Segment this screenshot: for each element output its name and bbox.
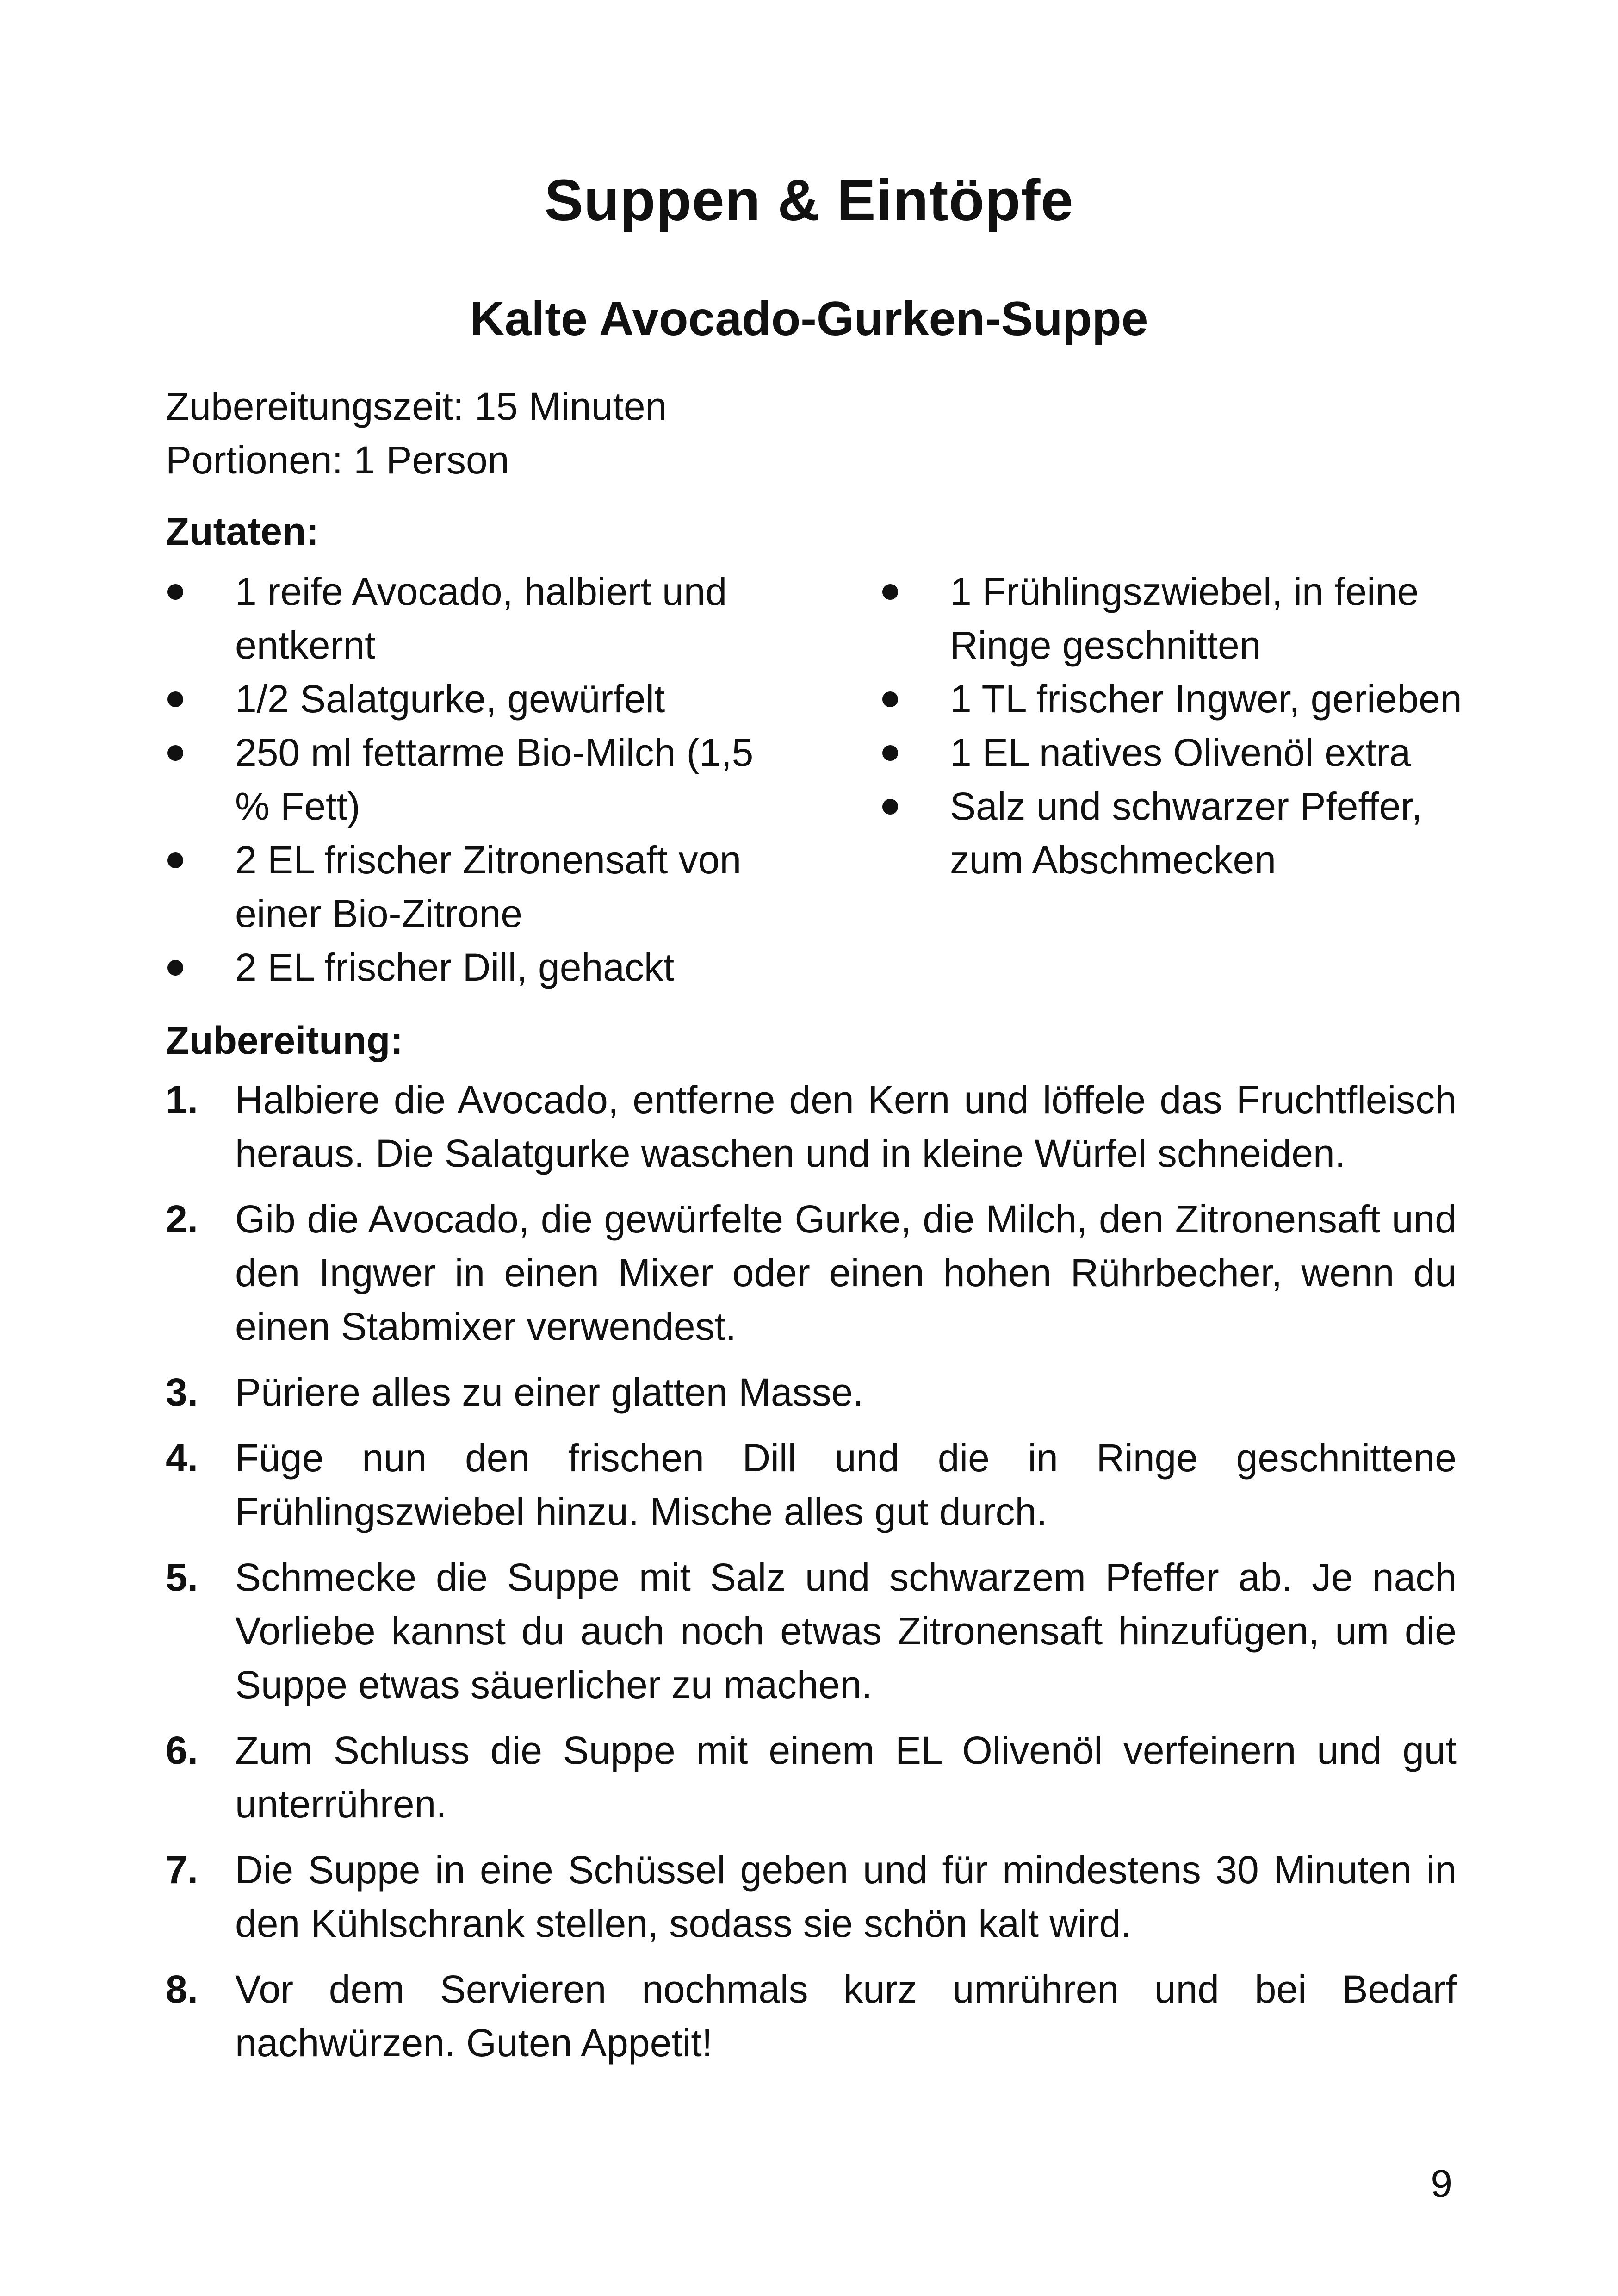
ingredient-item [880, 565, 1491, 672]
bullet-icon [167, 745, 183, 761]
step-text: Püriere alles zu einer glatten Masse. [235, 1370, 864, 1414]
step-number: 7. [166, 1848, 198, 1892]
step-number: 1. [166, 1078, 198, 1121]
step-number: 4. [166, 1436, 198, 1480]
ingredient-item [166, 940, 767, 994]
step-number: 5. [166, 1556, 198, 1599]
page-number: 9 [1431, 2162, 1452, 2205]
ingredient-item [880, 672, 1491, 726]
chapter-title: Suppen & Eintöpfe [544, 168, 1074, 233]
portions: Portionen: 1 Person [166, 438, 509, 482]
recipe-title: Kalte Avocado-Gurken-Suppe [470, 292, 1148, 346]
ingredient-item [166, 672, 767, 726]
bullet-icon [167, 960, 183, 976]
bullet-icon [882, 584, 898, 600]
step-item [166, 1192, 1457, 1353]
step-text: Die Suppe in eine Schüssel geben und für mindestens 30 Minuten in den Kühlschrank stellen, sodass sie schön kalt wird. [235, 1848, 1457, 1945]
ingredients-list-left [166, 565, 767, 994]
step-text: Zum Schluss die Suppe mit einem EL Olivenöl verfeinern und gut unterrühren. [235, 1729, 1457, 1826]
step-item [166, 1962, 1457, 2070]
ingredient-item [166, 726, 767, 833]
preparation-steps [166, 1073, 1457, 2082]
step-text: Füge nun den frischen Dill und die in Ringe geschnittene Frühlingszwiebel hinzu. Mische alles gut durch. [235, 1436, 1457, 1533]
ingredient-item [166, 565, 767, 672]
ingredient-text: 250 ml fettarme Bio-Milch (1,5 % Fett) [235, 731, 754, 828]
step-item [166, 1365, 1457, 1419]
ingredients-heading: Zutaten: [166, 510, 319, 553]
ingredient-text: 1 Frühlingszwiebel, in feine Ringe geschnitten [950, 570, 1419, 667]
ingredient-text: 1 reife Avocado, halbiert und entkernt [235, 570, 727, 667]
ingredient-text: 1/2 Salatgurke, gewürfelt [235, 677, 665, 721]
step-text: Schmecke die Suppe mit Salz und schwarzem Pfeffer ab. Je nach Vorliebe kannst du auch noch etwas Zitronensaft hinzufügen, um die Suppe etwas säuerlicher zu machen. [235, 1556, 1457, 1706]
ingredient-text: 1 TL frischer Ingwer, gerieben [950, 677, 1462, 721]
ingredient-item [880, 726, 1491, 779]
preparation-heading: Zubereitung: [166, 1019, 403, 1062]
step-item [166, 1073, 1457, 1180]
bullet-icon [882, 691, 898, 707]
step-item [166, 1843, 1457, 1950]
step-number: 3. [166, 1370, 198, 1414]
ingredient-text: 1 EL natives Olivenöl extra [950, 731, 1411, 774]
step-text: Halbiere die Avocado, entferne den Kern und löffele das Fruchtfleisch heraus. Die Salatgurke waschen und in kleine Würfel schneiden. [235, 1078, 1457, 1175]
ingredient-item [166, 833, 767, 940]
step-text: Vor dem Servieren nochmals kurz umrühren und bei Bedarf nachwürzen. Guten Appetit! [235, 1967, 1457, 2065]
bullet-icon [167, 584, 183, 600]
ingredient-text: 2 EL frischer Zitronensaft von einer Bio-Zitrone [235, 838, 742, 935]
step-item [166, 1550, 1457, 1711]
bullet-icon [167, 691, 183, 707]
recipe-meta [166, 380, 667, 487]
ingredient-text: 2 EL frischer Dill, gehackt [235, 946, 675, 989]
step-number: 2. [166, 1197, 198, 1241]
step-item [166, 1431, 1457, 1538]
step-number: 8. [166, 1967, 198, 2011]
bullet-icon [882, 745, 898, 761]
ingredient-text: Salz und schwarzer Pfeffer, zum Abschmecken [950, 784, 1422, 882]
step-number: 6. [166, 1729, 198, 1772]
bullet-icon [882, 799, 898, 815]
ingredients-list-right [880, 565, 1491, 887]
prep-time: Zubereitungszeit: 15 Minuten [166, 385, 667, 428]
bullet-icon [167, 852, 183, 868]
ingredient-item [880, 779, 1491, 887]
step-text: Gib die Avocado, die gewürfelte Gurke, die Milch, den Zitronensaft und den Ingwer in einen Mixer oder einen hohen Rührbecher, wenn du einen Stabmixer verwendest. [235, 1197, 1457, 1348]
step-item [166, 1724, 1457, 1831]
